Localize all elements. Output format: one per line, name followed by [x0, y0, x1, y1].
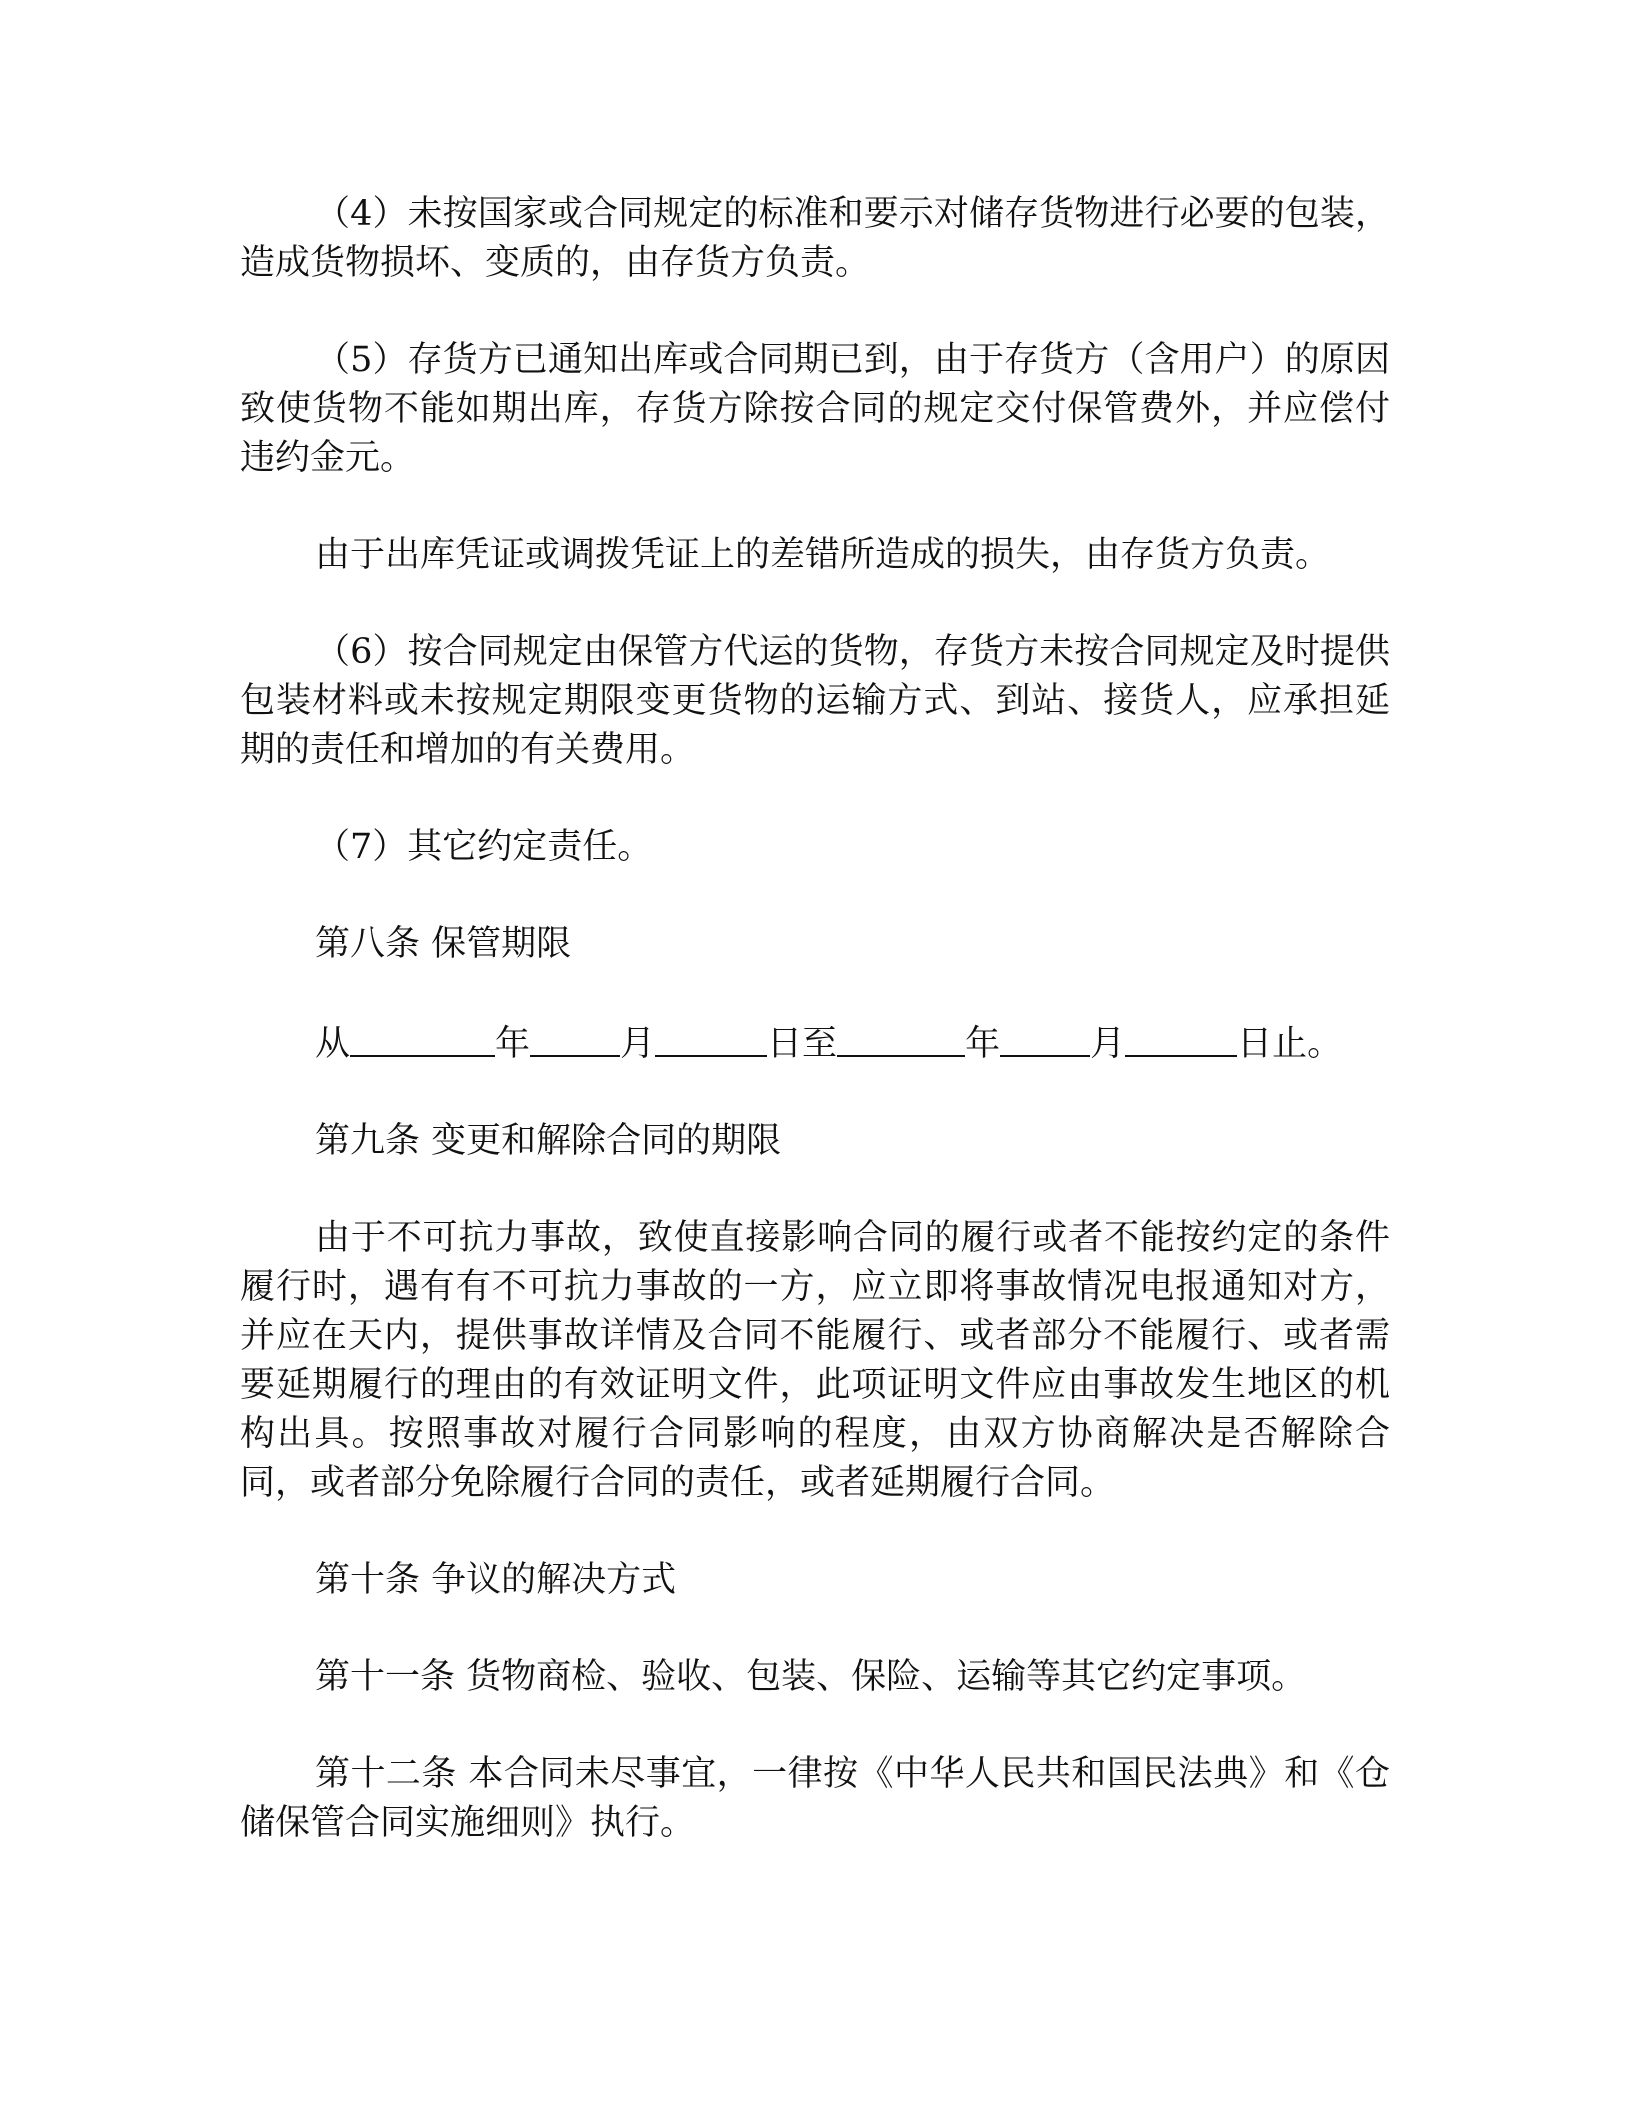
period-day-end-label: 日止。 — [1237, 1024, 1343, 1064]
end-month-blank — [1000, 1017, 1090, 1057]
period-month1-label: 月 — [620, 1024, 656, 1064]
start-day-blank — [655, 1017, 767, 1057]
paragraph-voucher-error: 由于出库凭证或调拨凭证上的差错所造成的损失，由存货方负责。 — [315, 535, 1331, 575]
article-9-heading: 第九条 变更和解除合同的期限 — [315, 1121, 782, 1161]
paragraph-clause-7: （7）其它约定责任。 — [315, 827, 653, 867]
paragraph-clause-5: （5）存货方已通知出库或合同期已到，由于存货方（含用户）的原因致使货物不能如期出库，存货方除按合同的规定交付保管费外，并应偿付违约金元。 — [240, 340, 1390, 478]
period-year1-label: 年 — [495, 1024, 531, 1064]
start-month-blank — [530, 1017, 620, 1057]
period-from-label: 从 — [315, 1024, 351, 1064]
period-year2-label: 年 — [965, 1024, 1001, 1064]
article-11-heading: 第十一条 货物商检、验收、包装、保险、运输等其它约定事项。 — [315, 1657, 1307, 1697]
end-year-blank — [837, 1017, 965, 1057]
storage-period-line — [240, 1017, 1390, 1069]
document-body — [240, 190, 1390, 1896]
period-month2-label: 月 — [1090, 1024, 1126, 1064]
article-12-paragraph: 第十二条 本合同未尽事宜，一律按《中华人民共和国民法典》和《仓储保管合同实施细则》执行。 — [240, 1754, 1390, 1843]
paragraph-clause-6: （6）按合同规定由保管方代运的货物，存货方未按合同规定及时提供包装材料或未按规定期限变更货物的运输方式、到站、接货人，应承担延期的责任和增加的有关费用。 — [240, 632, 1390, 770]
period-day-to-label: 日至 — [767, 1024, 838, 1064]
paragraph-clause-4: （4）未按国家或合同规定的标准和要示对储存货物进行必要的包装，造成货物损坏、变质的，由存货方负责。 — [240, 194, 1390, 283]
article-10-heading: 第十条 争议的解决方式 — [315, 1560, 677, 1600]
article-8-heading: 第八条 保管期限 — [315, 924, 572, 964]
start-year-blank — [350, 1017, 495, 1057]
paragraph-force-majeure: 由于不可抗力事故，致使直接影响合同的履行或者不能按约定的条件履行时，遇有有不可抗力事故的一方，应立即将事故情况电报通知对方，并应在天内，提供事故详情及合同不能履行、或者部分不能履行、或者需要延期履行的理由的有效证明文件，此项证明文件应由事故发生地区的机构出具。按照事故对履行合同影响的程度，由双方协商解决是否解除合同，或者部分免除履行合同的责任，或者延期履行合同。 — [240, 1218, 1390, 1503]
end-day-blank — [1125, 1017, 1237, 1057]
